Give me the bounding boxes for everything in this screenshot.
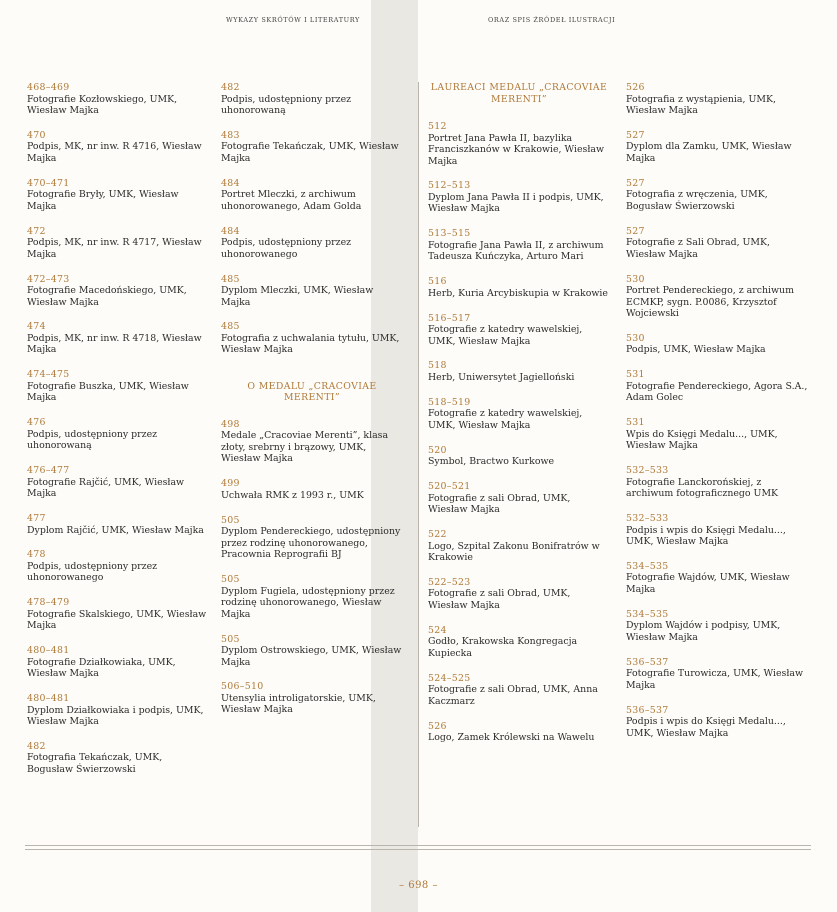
credit-entry	[27, 274, 209, 309]
credit-description: Logo, Zamek Królewski na Wawelu	[428, 732, 595, 744]
page-reference: 516	[428, 276, 447, 288]
credit-description: Fotografia z wystąpienia, UMK, Wiesław Majka	[626, 93, 776, 116]
page-reference: 536–537	[626, 704, 669, 716]
credit-entry	[27, 226, 209, 261]
credit-entry	[27, 417, 209, 452]
credit-description: Fotografie Rajčić, UMK, Wiesław Majka	[27, 476, 185, 500]
credit-entry	[626, 657, 808, 692]
footer-rule-top	[25, 845, 811, 846]
running-head-left: WYKAZY SKRÓTÓW I LITERATURY	[226, 16, 360, 24]
credit-description: Fotografia z wręczenia, UMK, Bogusław Świerzowski	[626, 189, 768, 212]
credit-description: Dyplom Ostrowskiego, UMK, Wiesław Majka	[221, 645, 402, 668]
credit-description: Portret Mleczki, z archiwum uhonorowanego, Adam Golda	[221, 189, 362, 212]
page-reference: 531	[626, 369, 645, 381]
credit-entry	[428, 625, 610, 660]
page-reference: 530	[626, 273, 645, 285]
column-1	[27, 82, 209, 789]
credit-description: Symbol, Bractwo Kurkowe	[428, 456, 555, 468]
page-reference: 470	[27, 129, 46, 141]
credit-description: Podpis, udostępniony przez uhonorowaną	[27, 428, 158, 452]
credit-entry	[221, 130, 403, 165]
page-reference: 482	[221, 82, 240, 93]
credit-description: Fotografie Wajdów, UMK, Wiesław Majka	[626, 572, 790, 595]
page-reference: 524–525	[428, 672, 471, 684]
credit-entry	[428, 397, 610, 432]
credit-entry	[428, 180, 610, 215]
credit-entry	[626, 130, 808, 165]
credit-description: Fotografie Macedońskiego, UMK, Wiesław Majka	[27, 285, 187, 308]
credit-entry	[626, 226, 808, 261]
credit-entry	[27, 178, 209, 213]
page-reference: 518	[428, 360, 447, 372]
credit-entry	[428, 577, 610, 612]
credit-entry	[428, 276, 610, 299]
credit-entry	[626, 274, 808, 320]
credit-description: Fotografia z uchwalania tytułu, UMK, Wiesław Majka	[221, 332, 400, 356]
credit-entry	[428, 121, 610, 167]
credit-entry	[428, 445, 610, 468]
page-reference: 532–533	[626, 513, 669, 525]
credit-description: Dyplom Mleczki, UMK, Wiesław Majka	[221, 285, 374, 308]
credit-entry	[626, 178, 808, 213]
credit-entry	[626, 369, 808, 404]
credit-description: Podpis i wpis do Księgi Medalu..., UMK, Wiesław Majka	[626, 524, 786, 548]
page-reference: 498	[221, 418, 240, 430]
credit-entry	[27, 645, 209, 680]
page-reference: 474–475	[27, 369, 70, 381]
credit-entry	[626, 465, 808, 500]
credit-entry	[27, 321, 209, 356]
credit-description: Medale „Cracoviae Merenti”, klasa złoty, srebrny i brązowy, UMK, Wiesław Majka	[221, 430, 389, 465]
page-reference: 534–535	[626, 608, 669, 620]
credit-entry	[221, 634, 403, 669]
credit-entry	[27, 741, 209, 776]
credit-description: Podpis, udostępniony przez uhonorowaną	[221, 93, 352, 116]
credit-entry	[27, 369, 209, 404]
page-reference: 484	[221, 177, 240, 189]
credit-description: Dyplom Działkowiaka i podpis, UMK, Wiesław Majka	[27, 704, 204, 728]
credit-description: Wpis do Księgi Medalu..., UMK, Wiesław Majka	[626, 428, 778, 452]
section-heading: O MEDALU „CRACOVIAE MERENTI”	[247, 380, 377, 404]
credit-entry	[221, 419, 403, 465]
credit-entry	[27, 513, 209, 536]
credit-description: Fotografie z katedry wawelskiej, UMK, Wiesław Majka	[428, 324, 583, 347]
credit-description: Fotografie Działkowiaka, UMK, Wiesław Majka	[27, 656, 176, 680]
credit-description: Podpis, MK, nr inw. R 4718, Wiesław Majka	[27, 332, 202, 356]
credit-entry	[221, 515, 403, 561]
footer-rule-bottom	[25, 849, 811, 850]
credit-entry	[27, 597, 209, 632]
credit-description: Fotografie z sali Obrad, UMK, Wiesław Majka	[428, 492, 571, 516]
credit-description: Dyplom Rajčić, UMK, Wiesław Majka	[27, 524, 204, 536]
credit-description: Fotografie Pendereckiego, Agora S.A., Adam Golec	[626, 380, 808, 404]
page-reference: 472	[27, 225, 46, 237]
page-reference: 485	[221, 273, 240, 285]
credit-description: Fotografia Tekańczak, UMK, Bogusław Świerzowski	[27, 752, 163, 775]
page-reference: 512	[428, 121, 447, 132]
page-reference: 527	[626, 225, 645, 237]
credit-entry	[428, 529, 610, 564]
credit-entry	[626, 333, 808, 356]
page-reference: 531	[626, 417, 645, 429]
page-reference: 482	[27, 740, 46, 752]
page-reference: 478–479	[27, 597, 70, 609]
credit-entry	[626, 417, 808, 452]
credit-description: Dyplom dla Zamku, UMK, Wiesław Majka	[626, 141, 792, 164]
credit-entry	[626, 609, 808, 644]
credit-entry	[626, 705, 808, 740]
credit-description: Dyplom Fugiela, udostępniony przez rodzinę uhonorowanego, Wiesław Majka	[221, 585, 395, 620]
credit-description: Podpis, MK, nr inw. R 4716, Wiesław Majka	[27, 141, 202, 164]
page-number-value: 698	[408, 880, 429, 891]
page-reference: 485	[221, 321, 240, 333]
running-head-right: ORAZ SPIS ŹRÓDEŁ ILUSTRACJI	[488, 16, 616, 24]
credit-entry	[27, 82, 209, 117]
page-reference: 532–533	[626, 465, 669, 477]
page-reference: 480–481	[27, 693, 70, 705]
page-reference: 478	[27, 549, 46, 561]
credit-entry	[626, 561, 808, 596]
credit-description: Dyplom Pendereckiego, udostępniony przez rodzinę uhonorowanego, Pracownia Reprografii BJ	[221, 526, 401, 561]
page-reference: 520–521	[428, 481, 471, 493]
credit-entry	[27, 549, 209, 584]
credit-entry	[428, 721, 610, 744]
credit-description: Fotografie Kozłowskiego, UMK, Wiesław Majka	[27, 93, 178, 116]
credit-entry	[27, 465, 209, 500]
credit-entry	[221, 226, 403, 261]
page-reference: 472–473	[27, 273, 70, 285]
credit-description: Fotografie Buszka, UMK, Wiesław Majka	[27, 380, 189, 404]
credit-entry	[428, 673, 610, 708]
credit-entry	[221, 321, 403, 356]
page-reference: 526	[626, 82, 645, 93]
credit-description: Fotografie z Sali Obrad, UMK, Wiesław Majka	[626, 237, 771, 260]
credit-description: Herb, Kuria Arcybiskupia w Krakowie	[428, 287, 608, 299]
credit-description: Godło, Krakowska Kongregacja Kupiecka	[428, 636, 578, 659]
credit-description: Podpis, udostępniony przez uhonorowanego	[27, 560, 158, 584]
page-reference: 513–515	[428, 228, 471, 240]
credit-description: Fotografie Skalskiego, UMK, Wiesław Majka	[27, 608, 207, 632]
credit-description: Portret Jana Pawła II, bazylika Franciszkanów w Krakowie, Wiesław Majka	[428, 132, 604, 167]
credit-description: Utensylia introligatorskie, UMK, Wiesław Majka	[221, 692, 376, 716]
page-reference: 505	[221, 633, 240, 645]
page-reference: 506–510	[221, 681, 264, 693]
credit-entry	[221, 478, 403, 501]
page-reference: 526	[428, 720, 447, 732]
page-reference: 530	[626, 332, 645, 344]
credit-description: Fotografie Bryły, UMK, Wiesław Majka	[27, 189, 179, 212]
page-reference: 474	[27, 321, 46, 333]
page-reference: 468–469	[27, 82, 70, 93]
page-reference: 477	[27, 513, 46, 525]
credit-entry	[626, 82, 808, 117]
column-2	[221, 82, 403, 729]
page-reference: 527	[626, 129, 645, 141]
credit-description: Dyplom Jana Pawła II i podpis, UMK, Wiesław Majka	[428, 191, 604, 215]
page-reference: 536–537	[626, 656, 669, 668]
credit-description: Dyplom Wajdów i podpisy, UMK, Wiesław Majka	[626, 620, 781, 643]
credit-entry	[221, 82, 403, 117]
page-reference: 484	[221, 225, 240, 237]
credit-entry	[221, 574, 403, 620]
page-reference: 516–517	[428, 312, 471, 324]
credit-description: Uchwała RMK z 1993 r., UMK	[221, 489, 364, 501]
page-reference: 480–481	[27, 645, 70, 657]
credit-entry	[428, 313, 610, 348]
credit-description: Logo, Szpital Zakonu Bonifratrów w Krakowie	[428, 540, 600, 564]
column-divider	[418, 82, 419, 827]
credit-entry	[27, 130, 209, 165]
credit-entry	[221, 178, 403, 213]
credit-description: Fotografie Tekańczak, UMK, Wiesław Majka	[221, 141, 399, 164]
credit-entry	[221, 274, 403, 309]
credit-description: Podpis, MK, nr inw. R 4717, Wiesław Majka	[27, 237, 202, 260]
credit-entry	[626, 513, 808, 548]
page-reference: 518–519	[428, 396, 471, 408]
section-heading: LAUREACI MEDALU „CRACOVIAE MERENTI”	[430, 82, 608, 105]
credit-entry	[27, 693, 209, 728]
page-reference: 522	[428, 529, 447, 541]
credit-description: Portret Pendereckiego, z archiwum ECMKP, sygn. P.0086, Krzysztof Wojciewski	[626, 285, 794, 320]
page-reference: 483	[221, 129, 240, 141]
credit-description: Fotografie z sali Obrad, UMK, Anna Kaczmarz	[428, 684, 598, 707]
column-4	[626, 82, 808, 752]
credit-entry	[428, 360, 610, 383]
credit-description: Fotografie Jana Pawła II, z archiwum Tadeusza Kuńczyka, Arturo Mari	[428, 239, 604, 263]
credit-description: Podpis i wpis do Księgi Medalu..., UMK, Wiesław Majka	[626, 716, 786, 739]
page-reference: 476–477	[27, 465, 70, 477]
column-3	[428, 82, 610, 757]
page-reference: 520	[428, 444, 447, 456]
credit-description: Herb, Uniwersytet Jagielloński	[428, 371, 575, 383]
page-reference: 470–471	[27, 177, 70, 189]
page-reference: 499	[221, 478, 240, 490]
page-reference: 505	[221, 574, 240, 586]
credit-description: Podpis, udostępniony przez uhonorowanego	[221, 237, 352, 260]
page-reference: 522–523	[428, 576, 471, 588]
page-reference: 524	[428, 624, 447, 636]
page-reference: 476	[27, 417, 46, 429]
credit-entry	[428, 481, 610, 516]
credit-description: Podpis, UMK, Wiesław Majka	[626, 344, 766, 356]
credit-entry	[428, 228, 610, 263]
page-reference: 505	[221, 514, 240, 526]
credit-description: Fotografie Turowicza, UMK, Wiesław Majka	[626, 668, 804, 691]
credit-description: Fotografie z katedry wawelskiej, UMK, Wiesław Majka	[428, 408, 583, 431]
page-reference: 512–513	[428, 180, 471, 192]
credit-entry	[221, 681, 403, 716]
page-number: – 698 –	[399, 880, 438, 891]
credit-description: Fotografie z sali Obrad, UMK, Wiesław Majka	[428, 588, 571, 611]
page-reference: 527	[626, 177, 645, 189]
credit-description: Fotografie Lanckorońskiej, z archiwum fotograficznego UMK	[626, 476, 779, 500]
page-reference: 534–535	[626, 560, 669, 572]
